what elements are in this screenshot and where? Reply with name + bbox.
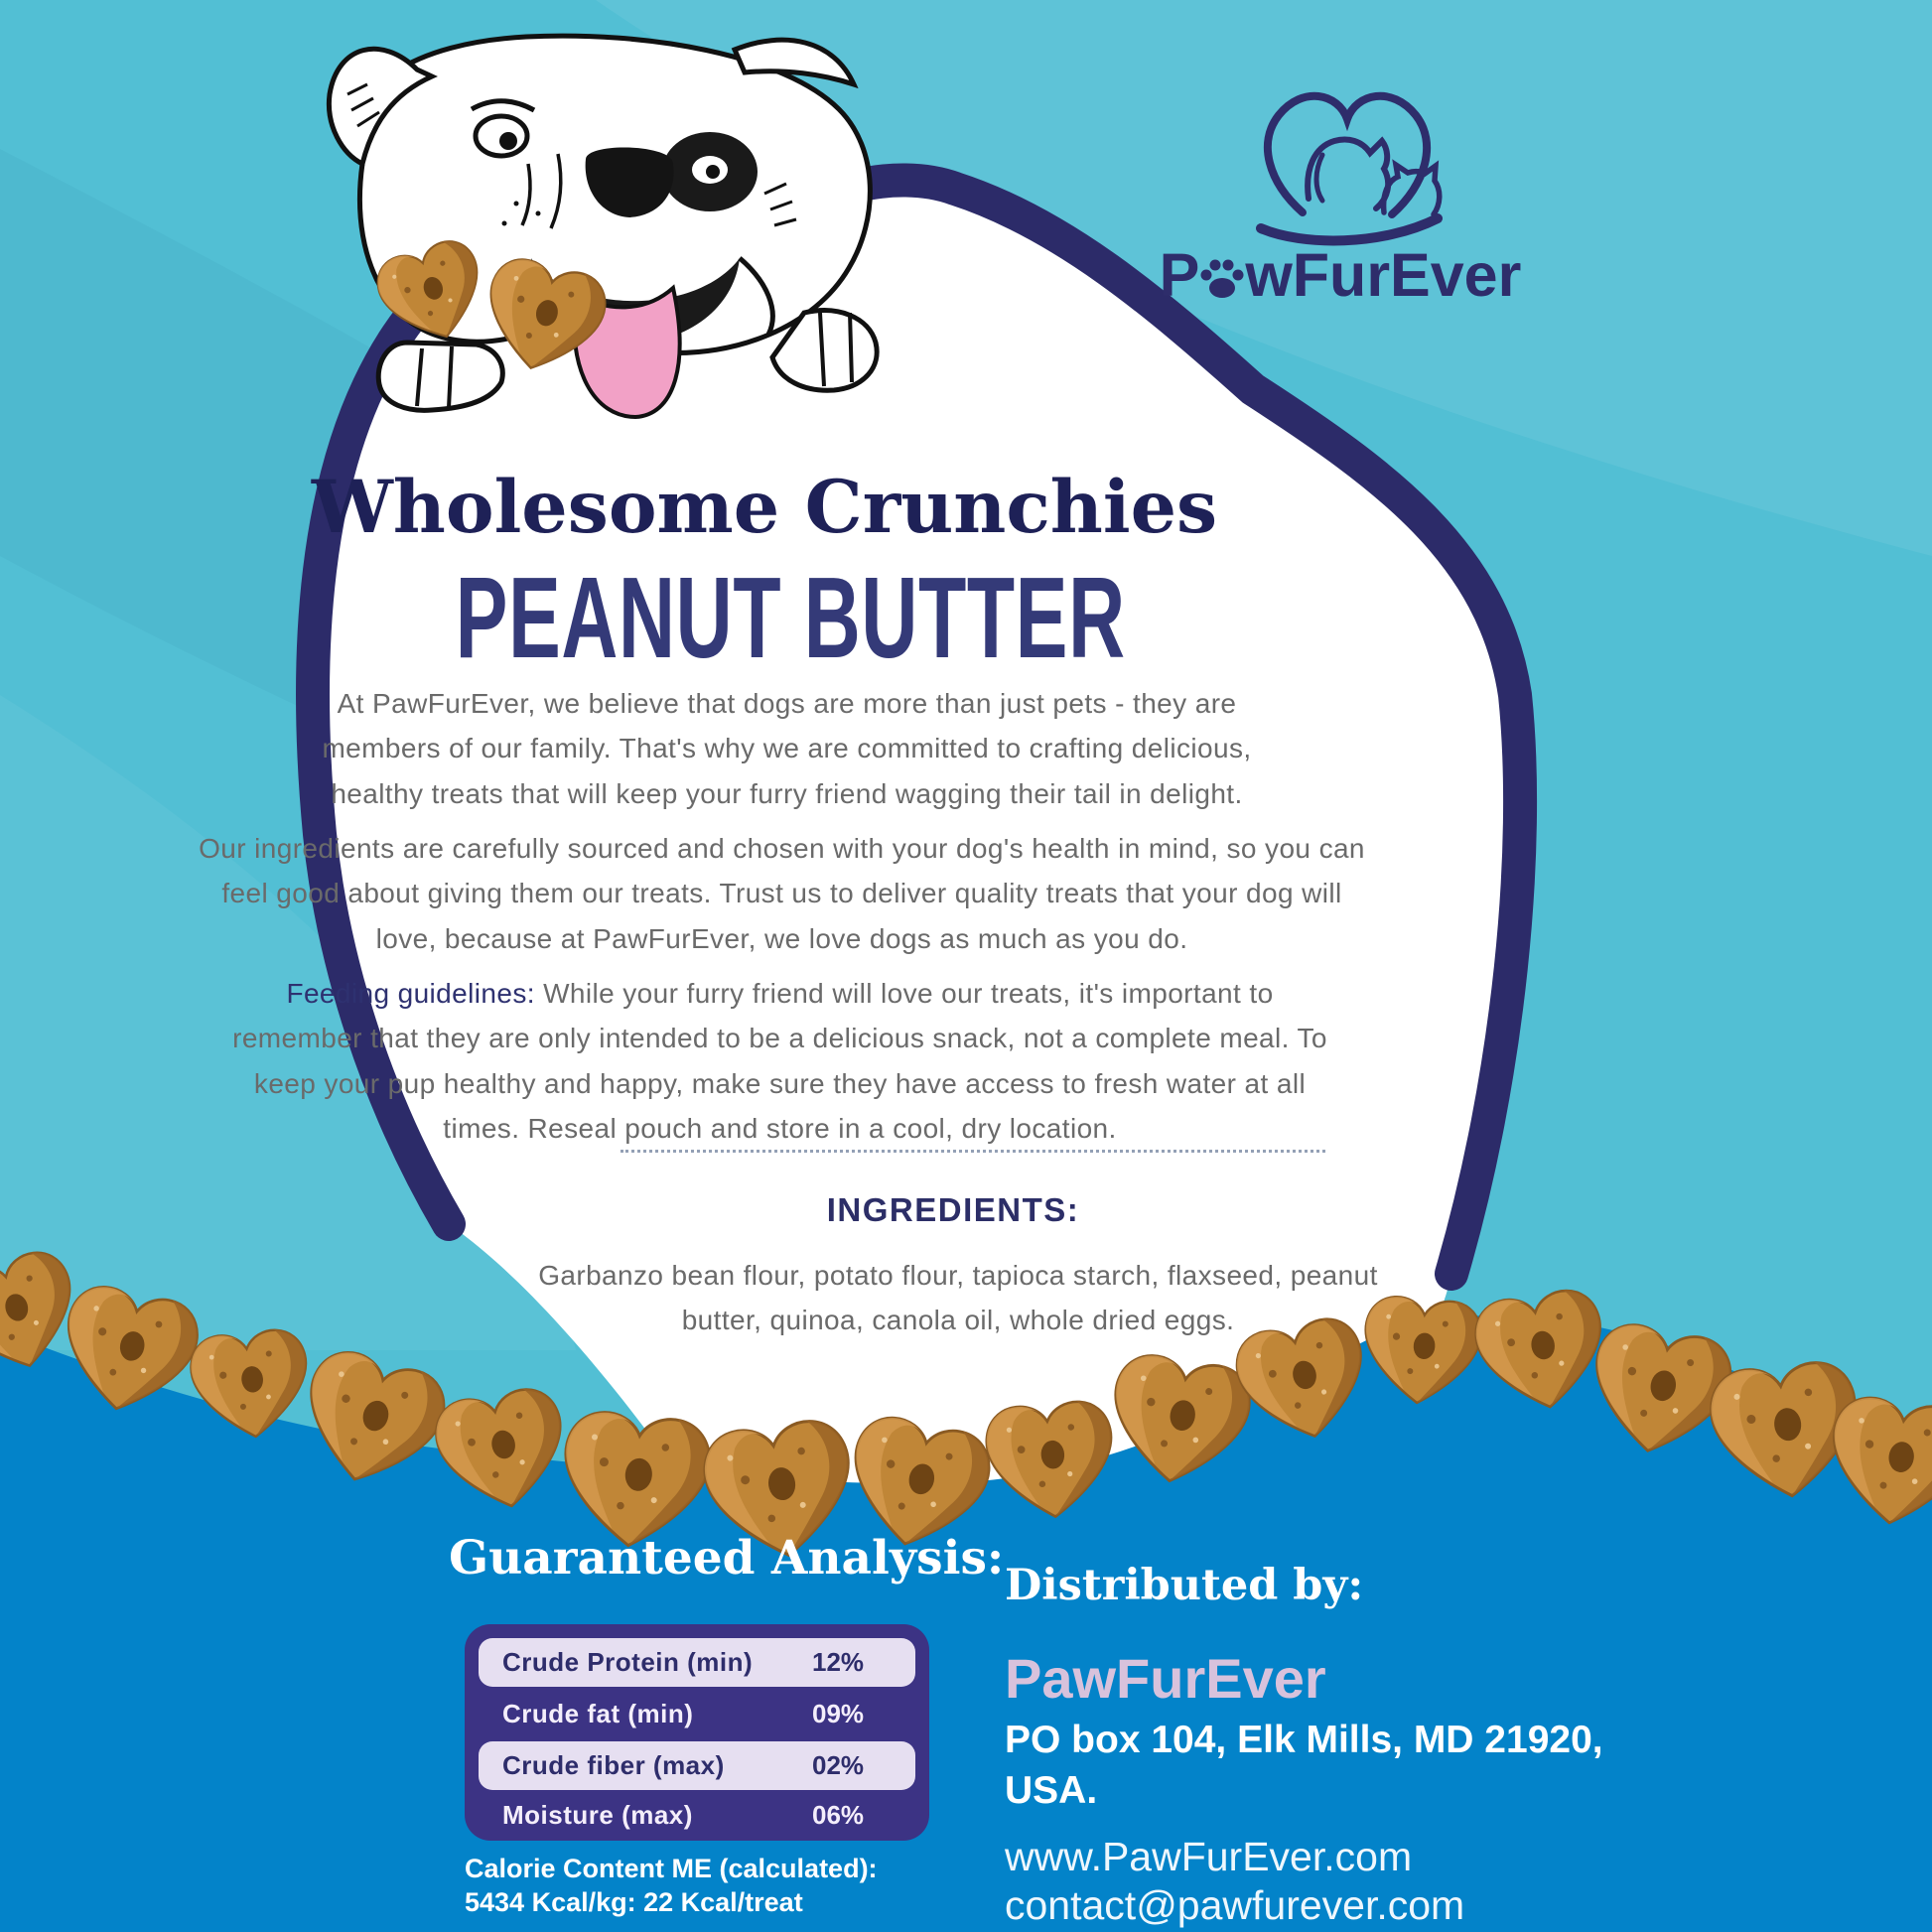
flavor-title-text: PEANUT BUTTER — [455, 553, 1126, 682]
table-row-crude-protein — [479, 1638, 915, 1687]
product-line-title: Wholesome Crunchies — [311, 465, 1218, 550]
intro-paragraph: At PawFurEver, we believe that dogs are more than just pets - they are members of our family. That's why we are committed to crafting delicious, healthy treats that will keep your furry friend wagging their tail in delight. — [322, 688, 1252, 809]
table-row-crude-fiber — [479, 1741, 915, 1790]
distributor-name: PawFurEver — [1005, 1647, 1326, 1710]
treat-cookie-icons — [0, 1245, 1932, 1566]
feeding-guidelines-label: Feeding guidelines: — [286, 978, 535, 1009]
distributor-address — [1005, 1716, 1603, 1816]
feeding-guidelines-text: While your furry friend will love our treats, it's important to remember that they are only intended to be a delicious snack, not a complete meal. To keep your pup healthy and happy, make sure they have access to fresh water at all times. Reseal pouch and store in a cool, dry location. — [232, 978, 1327, 1145]
row-label: Moisture (max) — [502, 1800, 693, 1830]
guaranteed-analysis-heading: Guaranteed Analysis: — [449, 1531, 1005, 1586]
brand-wordmark-p: P — [1159, 241, 1200, 309]
distributor-contact — [1005, 1833, 1464, 1930]
quality-paragraph: Our ingredients are carefully sourced and chosen with your dog's health in mind, so you can feel good about giving them our treats. Trust us to deliver quality treats that your dog will love, because at PawFurEver, we love dogs as much as you do. — [199, 833, 1365, 954]
website-url: www.PawFurEver.com — [1005, 1834, 1413, 1879]
table-row-crude-fat — [479, 1690, 915, 1738]
row-label: Crude Protein (min) — [502, 1647, 754, 1677]
ingredients-text: Garbanzo bean flour, potato flour, tapioca starch, flaxseed, peanut butter, quinoa, canola oil, whole dried eggs. — [538, 1260, 1378, 1336]
row-value: 06% — [812, 1800, 865, 1830]
row-value: 02% — [812, 1750, 865, 1780]
calorie-line-1: Calorie Content ME (calculated): — [465, 1854, 878, 1883]
brand-wordmark-rest: wFurEver — [1245, 241, 1522, 309]
row-label: Crude fiber (max) — [502, 1750, 725, 1780]
row-label: Crude fat (min) — [502, 1699, 694, 1728]
address-line-2: USA. — [1005, 1768, 1098, 1812]
address-line-1: PO box 104, Elk Mills, MD 21920, — [1005, 1719, 1603, 1761]
row-value: 12% — [812, 1647, 865, 1677]
row-value: 09% — [812, 1699, 865, 1728]
calorie-content — [465, 1853, 878, 1920]
calorie-line-2: 5434 Kcal/kg: 22 Kcal/treat — [465, 1886, 803, 1917]
email-address: contact@pawfurever.com — [1005, 1882, 1465, 1929]
guaranteed-analysis-table — [465, 1624, 929, 1841]
table-row-moisture — [479, 1791, 915, 1840]
ingredients-heading: INGREDIENTS: — [826, 1191, 1080, 1228]
distributed-by-heading: Distributed by: — [1005, 1561, 1364, 1610]
